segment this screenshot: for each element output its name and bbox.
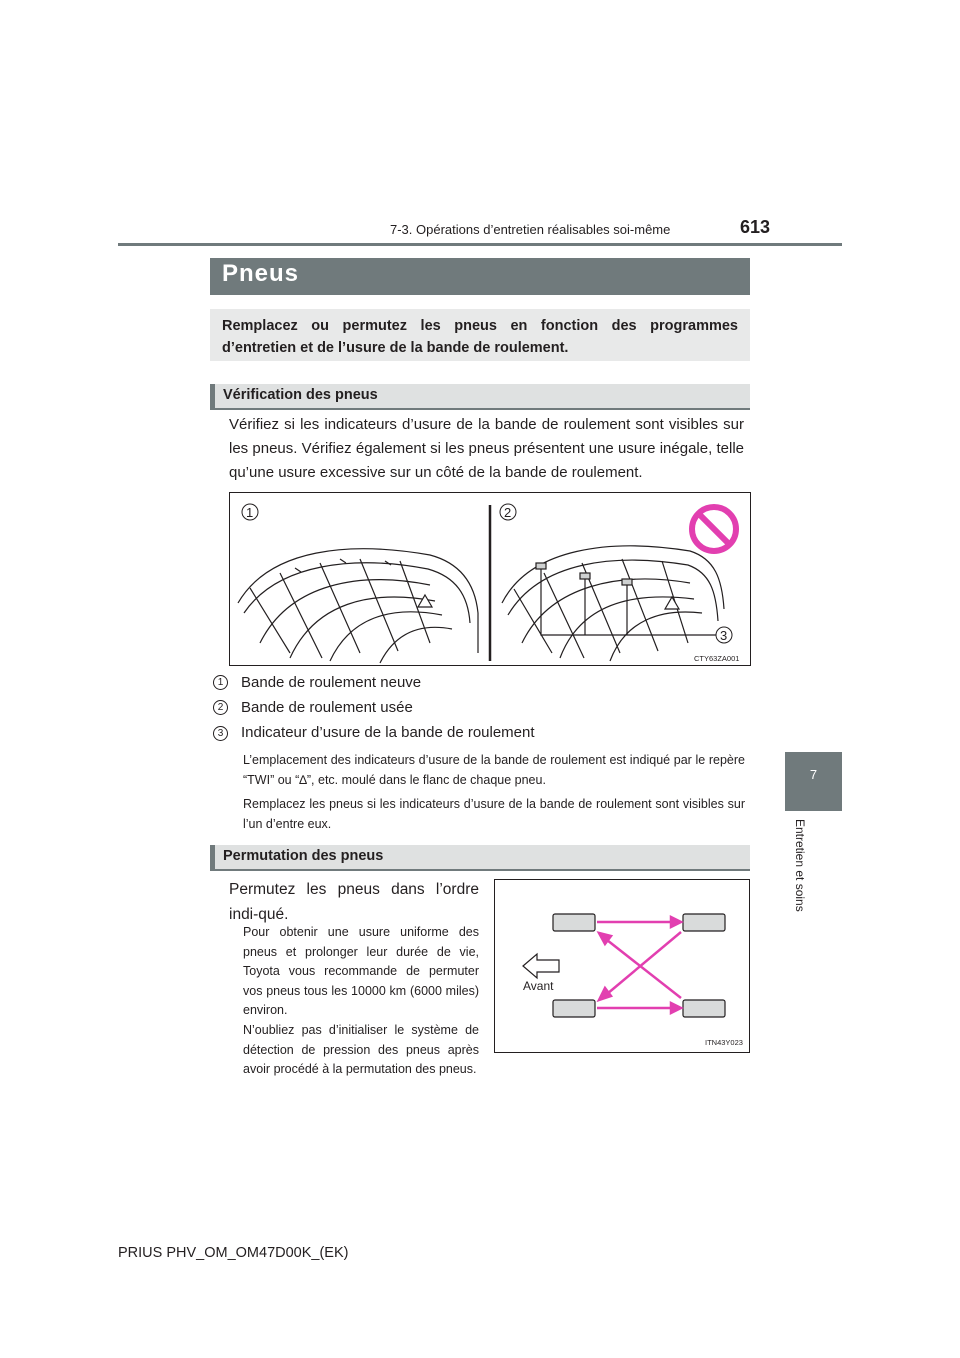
legend-2-num: 2 <box>213 700 228 715</box>
marker-3: 3 <box>720 628 728 643</box>
intro-text: Remplacez ou permutez les pneus en fonction des programmes d’entretien et de l’usure de la bande de roulement. <box>222 318 738 356</box>
page-title: Pneus <box>222 260 300 287</box>
rotation-heading: Permutation des pneus <box>223 848 384 864</box>
legend-3-num: 3 <box>213 726 228 741</box>
check-note-2: Remplacez les pneus si les indicateurs d’usure de la bande de roulement sont visibles sur l’un d’entre eux. <box>243 797 745 831</box>
legend-1-num-badge <box>213 675 228 690</box>
legend-2-text: Bande de roulement usée <box>241 699 413 716</box>
tire-front-left <box>553 914 595 931</box>
rotation-note-2: N’oubliez pas d’initialiser le système de détection de pression des pneus après avoir procédé à la permutation des pneus. <box>243 1023 479 1076</box>
figure-code-1: CTY63ZA001 <box>694 654 740 663</box>
chapter-tab: 7 <box>785 752 842 811</box>
tire-front-right <box>683 914 725 931</box>
marker-2: 2 <box>504 505 512 520</box>
legend-1-text: Bande de roulement neuve <box>241 674 422 691</box>
footer-code: PRIUS PHV_OM_OM47D00K_(EK) <box>118 1245 349 1261</box>
check-heading: Vérification des pneus <box>223 387 378 403</box>
page-number: 613 <box>740 217 771 237</box>
tire-wear-figure <box>229 492 751 666</box>
rotation-diagram <box>495 880 749 1052</box>
intro-box <box>210 309 750 361</box>
legend-3-num-badge <box>213 726 228 741</box>
rotation-arrows <box>597 917 681 1013</box>
rotation-heading-bar <box>210 845 750 871</box>
check-heading-bar <box>210 384 750 410</box>
check-paragraph: Vérifiez si les indicateurs d’usure de la bande de roulement sont visibles sur les pneus. Vérifiez également si les pneus présentent une usure inégale, telle qu’une usure excessive sur un côté de la bande de roulement. <box>229 416 744 481</box>
legend-1-num: 1 <box>213 675 228 690</box>
worn-tread-tire <box>502 546 724 661</box>
front-direction-arrow <box>523 954 559 978</box>
chapter-title: Entretien et soins <box>793 819 807 912</box>
front-label: Avant <box>523 979 554 993</box>
check-note-1: L’emplacement des indicateurs d’usure de la bande de roulement est indiqué par le repère “TWI” ou “∆”, etc. moulé dans le flanc de chaque pneu. <box>243 753 745 787</box>
marker-1: 1 <box>246 505 254 520</box>
rotation-paragraph: Permutez les pneus dans l’ordre indi-qué. <box>229 881 479 923</box>
legend-3-text: Indicateur d’usure de la bande de roulement <box>241 724 535 741</box>
section-breadcrumb: 7-3. Opérations d’entretien réalisables soi-même <box>390 222 671 237</box>
tire-rear-left <box>553 1000 595 1017</box>
new-tread-tire <box>238 549 478 663</box>
chapter-side-label <box>782 819 807 942</box>
figure-code-2: ITN43Y023 <box>705 1038 743 1047</box>
legend-2-num-badge <box>213 700 228 715</box>
title-bar <box>210 258 750 295</box>
tire-wear-illustration <box>230 493 750 665</box>
header-divider <box>118 243 842 246</box>
rotation-note-1: Pour obtenir une usure uniforme des pneus et prolonger leur durée de vie, Toyota vous recommande de permuter vos pneus tous les 10000 km (6000 miles) environ. <box>243 925 479 1017</box>
prohibited-icon <box>692 507 736 551</box>
rotation-figure <box>494 879 750 1053</box>
tire-rear-right <box>683 1000 725 1017</box>
